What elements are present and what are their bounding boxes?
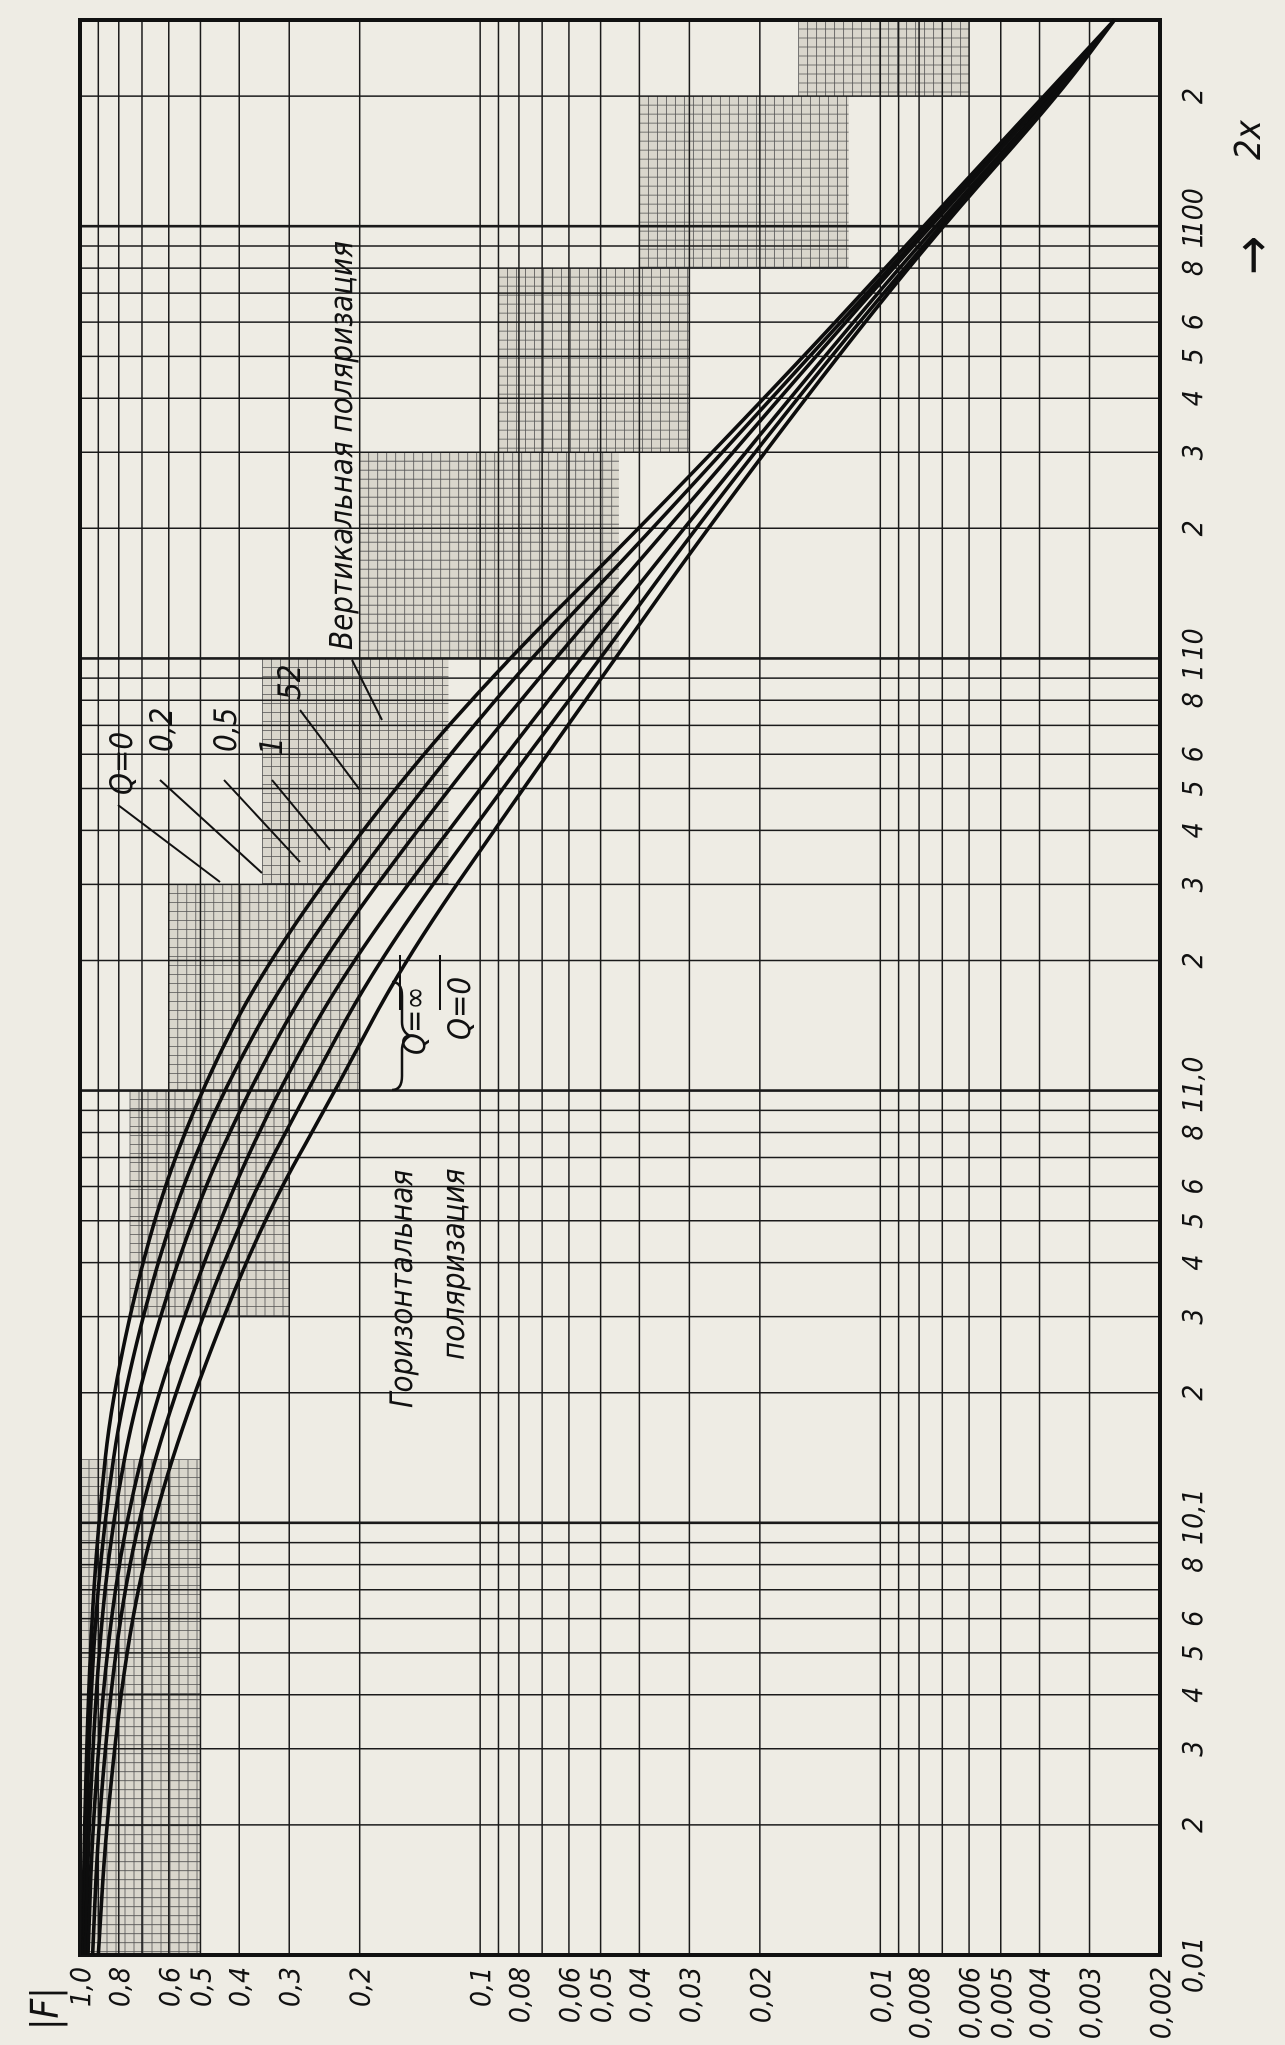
x-tick-label: 2: [1176, 1384, 1209, 1401]
y-tick-label: 0,006: [953, 1967, 987, 2040]
y-tick-label: 0,08: [502, 1967, 536, 2024]
y-axis-label: |F|: [23, 1987, 67, 2030]
y-tick-label: 1,0: [64, 1967, 97, 2008]
y-tick-label: 0,4: [223, 1967, 257, 2008]
x-tick-label: 0,01: [1176, 1936, 1209, 1994]
y-axis-ticks: [64, 1967, 1177, 2039]
y-tick-label: 0,04: [623, 1967, 657, 2024]
horizontal-polarization-label-1: Горизонтальная: [384, 1169, 420, 1408]
y-tick-label: 0,004: [1023, 1967, 1057, 2040]
vertical-polarization-label: Вертикальная поляризация: [324, 240, 360, 650]
x-tick-label: 1: [1176, 664, 1209, 681]
x-tick-label: 5: [1176, 1212, 1209, 1229]
dense-grid-block-6: [498, 268, 689, 452]
x-tick-label: 1: [1176, 232, 1209, 249]
q-05-label: 0,5: [208, 707, 244, 752]
x-tick-label: 4: [1176, 822, 1209, 839]
y-tick-label: 0,6: [152, 1967, 186, 2008]
x-tick-label: 2: [1176, 88, 1209, 105]
y-tick-label: 0,06: [552, 1967, 586, 2024]
x-tick-label: 3: [1176, 876, 1209, 893]
q-zero-vertical-label: Q=0: [104, 731, 140, 795]
q-infinity-label: Q=∞: [397, 986, 433, 1055]
y-tick-label: 0,03: [673, 1967, 707, 2024]
x-tick-label: 5: [1176, 780, 1209, 797]
x-tick-label: 4: [1176, 1254, 1209, 1271]
x-tick-label: 4: [1176, 390, 1209, 407]
x-axis-ticks: [1176, 88, 1209, 1993]
x-tick-label: 5: [1176, 1644, 1209, 1661]
y-tick-label: 0,1: [464, 1967, 498, 2008]
x-tick-label: 1: [1176, 1096, 1209, 1113]
y-tick-label: 0,01: [864, 1967, 898, 2024]
x-tick-label: 3: [1176, 1308, 1209, 1325]
q-1-label: 1: [254, 737, 290, 755]
y-tick-label: 0,003: [1073, 1967, 1107, 2040]
x-tick-label: 6: [1176, 1178, 1209, 1195]
y-tick-label: 0,02: [743, 1967, 777, 2024]
y-tick-label: 0,005: [984, 1967, 1018, 2040]
y-tick-label: 0,2: [343, 1967, 377, 2008]
x-axis-label: 2x: [1228, 120, 1269, 160]
y-tick-label: 0,05: [584, 1967, 618, 2024]
y-tick-label: 0,008: [903, 1967, 937, 2040]
x-axis-arrow: →: [1223, 235, 1283, 275]
x-tick-label: 5: [1176, 348, 1209, 365]
x-tick-label: 2: [1176, 1816, 1209, 1833]
grid-shading: [80, 20, 969, 1955]
x-tick-label: 0,1: [1176, 1488, 1209, 1529]
x-tick-label: 4: [1176, 1686, 1209, 1703]
x-tick-label: 6: [1176, 314, 1209, 331]
x-tick-label: 2: [1176, 520, 1209, 537]
x-tick-label: 2: [1176, 952, 1209, 969]
dense-grid-block-8: [799, 20, 969, 96]
q-zero-horizontal-label: Q=0: [442, 976, 478, 1040]
x-tick-label: 6: [1176, 746, 1209, 763]
x-tick-label: 8: [1176, 1556, 1209, 1573]
x-tick-label: 1,0: [1176, 1056, 1209, 1097]
leader-line: [160, 780, 262, 873]
x-tick-label: 8: [1176, 692, 1209, 709]
x-tick-label: 100: [1176, 188, 1209, 237]
x-tick-label: 3: [1176, 1740, 1209, 1757]
q-52-label: 52: [272, 664, 308, 700]
y-tick-label: 0,8: [102, 1967, 136, 2008]
y-tick-label: 0,002: [1144, 1967, 1177, 2040]
q-02-label: 0,2: [144, 707, 180, 752]
y-tick-label: 0,3: [273, 1967, 307, 2008]
x-tick-label: 8: [1176, 1124, 1209, 1141]
y-tick-label: 0,5: [184, 1967, 218, 2008]
horizontal-polarization-label-2: поляризация: [436, 1168, 472, 1360]
x-tick-label: 8: [1176, 260, 1209, 277]
x-tick-label: 3: [1176, 444, 1209, 461]
x-tick-label: 1: [1176, 1528, 1209, 1545]
x-tick-label: 10: [1176, 628, 1209, 661]
x-tick-label: 6: [1176, 1610, 1209, 1627]
dense-grid-block-7: [639, 96, 848, 268]
